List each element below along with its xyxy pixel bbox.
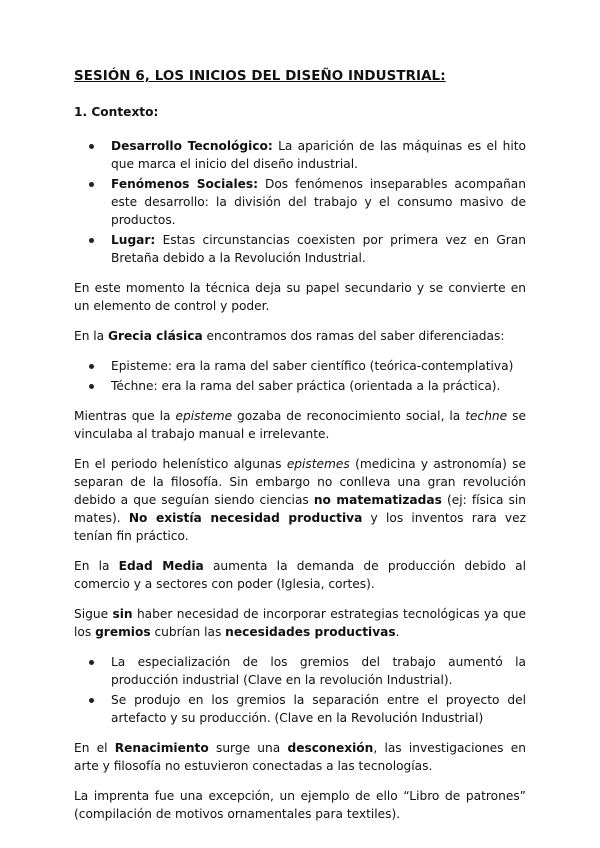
paragraph-edad-media: En la Edad Media aumenta la demanda de producción debido al comercio y a sectores con poder (Iglesia, cortes). bbox=[74, 559, 527, 591]
list-item: La especialización de los gremios del trabajo aumentó la producción industrial (Clave en la revolución Industrial). bbox=[111, 653, 526, 689]
list-item: Lugar: Estas circunstancias coexisten por primera vez en Gran Bretaña debido a la Revolución Industrial. bbox=[111, 231, 526, 267]
grecia-list bbox=[74, 357, 526, 395]
list-item: Téchne: era la rama del saber práctica (orientada a la práctica). bbox=[111, 377, 526, 395]
bullet-icon bbox=[89, 238, 94, 243]
bullet-icon bbox=[89, 384, 94, 389]
bullet-icon bbox=[89, 364, 94, 369]
bullet-icon bbox=[89, 698, 94, 703]
bullet-icon bbox=[89, 660, 94, 665]
paragraph-mientras: Mientras que la episteme gozaba de reconocimiento social, la techne se vinculaba al trabajo manual e irrelevante. bbox=[74, 409, 526, 441]
paragraph-imprenta: La imprenta fue una excepción, un ejemplo de ello “Libro de patrones” (compilación de motivos ornamentales para textiles). bbox=[74, 789, 526, 821]
list-item: Fenómenos Sociales: Dos fenómenos inseparables acompañan este desarrollo: la división del trabajo y el consumo masivo de productos. bbox=[111, 175, 526, 229]
section-heading-context: 1. Contexto: bbox=[74, 105, 159, 119]
list-item: Desarrollo Tecnológico: La aparición de las máquinas es el hito que marca el inicio del diseño industrial. bbox=[111, 137, 526, 173]
bullet-icon bbox=[89, 182, 94, 187]
paragraph-grecia: En la Grecia clásica encontramos dos ramas del saber diferenciadas: bbox=[74, 329, 505, 343]
paragraph-helenistico: En el periodo helenístico algunas epistemes (medicina y astronomía) se separan de la filosofía. Sin embargo no conlleva una gran revolución debido a que seguían siendo ciencias no matematizadas (ej: física sin mates). No existía necesidad productiva y los inventos rara vez tenían fin práctico. bbox=[74, 457, 526, 543]
gremios-list bbox=[74, 653, 526, 727]
paragraph-tecnica: En este momento la técnica deja su papel secundario y se convierte en un elemento de control y poder. bbox=[74, 281, 526, 313]
paragraph-sigue: Sigue sin haber necesidad de incorporar estrategias tecnológicas ya que los gremios cubrían las necesidades productivas. bbox=[74, 607, 526, 639]
bullet-icon bbox=[89, 144, 94, 149]
paragraph-renacimiento: En el Renacimiento surge una desconexión, las investigaciones en arte y filosofía no estuvieron conectadas a las tecnologías. bbox=[74, 741, 526, 773]
page-title: SESIÓN 6, LOS INICIOS DEL DISEÑO INDUSTRIAL: bbox=[74, 69, 446, 84]
list-item: Episteme: era la rama del saber científico (teórica-contemplativa) bbox=[111, 357, 526, 375]
context-list bbox=[74, 137, 526, 267]
list-item: Se produjo en los gremios la separación entre el proyecto del artefacto y su producción. (Clave en la Revolución Industrial) bbox=[111, 691, 526, 727]
